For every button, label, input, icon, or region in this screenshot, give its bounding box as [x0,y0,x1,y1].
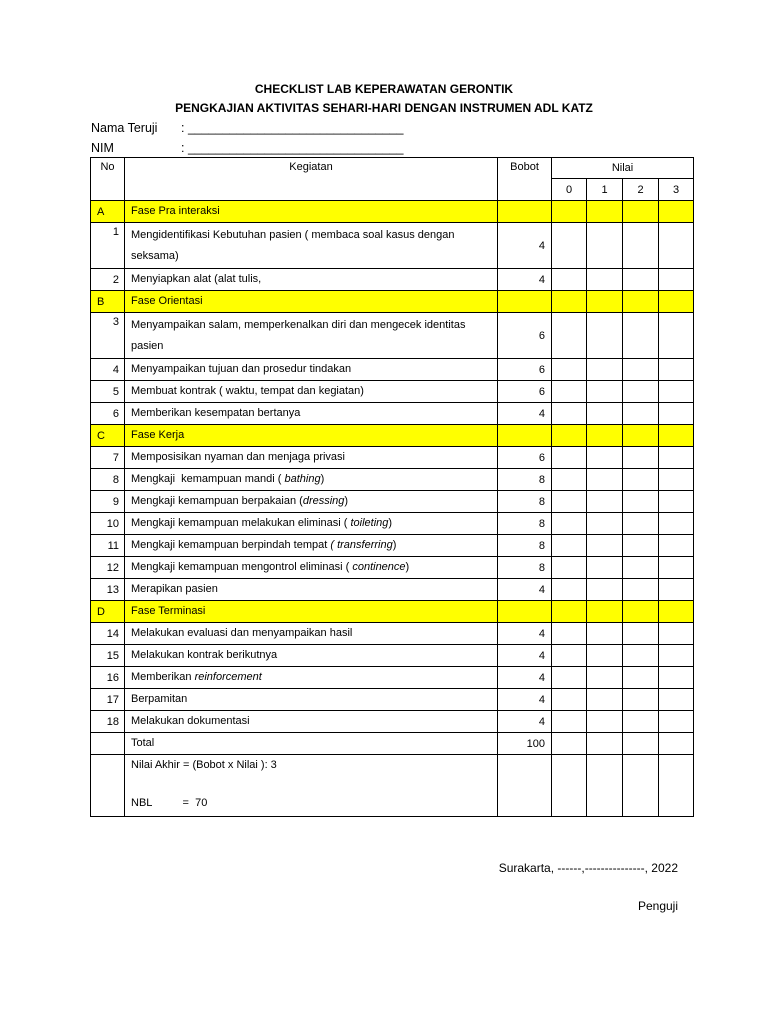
nilai-no-cell [91,755,125,817]
item-score-0[interactable] [552,711,587,733]
item-score-0[interactable] [552,223,587,269]
item-score-2[interactable] [623,269,659,291]
item-score-3[interactable] [659,381,694,403]
item-score-1[interactable] [587,535,623,557]
item-activity-italic: toileting [350,517,389,529]
item-activity [125,513,498,535]
nilai-score-cell[interactable] [659,755,694,817]
item-number: 18 [91,711,125,733]
item-bobot: 4 [498,689,552,711]
item-score-0[interactable] [552,645,587,667]
item-number: 15 [91,645,125,667]
item-bobot: 8 [498,469,552,491]
item-activity [125,667,498,689]
section-code: D [91,601,125,623]
item-score-1[interactable] [587,469,623,491]
total-score-cell [623,733,659,755]
section-score-cell [552,201,587,223]
item-score-0[interactable] [552,491,587,513]
total-score-cell [659,733,694,755]
nim-label: NIM [91,141,114,155]
item-activity-suffix: ) [344,495,349,507]
section-code: C [91,425,125,447]
item-number: 13 [91,579,125,601]
item-score-2[interactable] [623,513,659,535]
section-row [91,201,694,223]
item-bobot: 8 [498,491,552,513]
item-score-3[interactable] [659,513,694,535]
item-score-2[interactable] [623,469,659,491]
section-title: Fase Terminasi [125,601,498,623]
item-bobot: 6 [498,313,552,359]
section-score-cell [623,291,659,313]
item-number: 11 [91,535,125,557]
item-score-3[interactable] [659,313,694,359]
item-bobot: 4 [498,403,552,425]
item-score-3[interactable] [659,623,694,645]
item-score-1[interactable] [587,579,623,601]
item-score-3[interactable] [659,223,694,269]
item-score-3[interactable] [659,667,694,689]
item-score-3[interactable] [659,269,694,291]
nim-field [91,141,403,155]
header-kegiatan: Kegiatan [125,158,498,201]
item-score-2[interactable] [623,491,659,513]
section-score-cell [587,201,623,223]
item-number: 14 [91,623,125,645]
item-score-1[interactable] [587,491,623,513]
item-activity-text: Mengkaji kemampuan berpindah tempat [131,539,331,551]
item-score-0[interactable] [552,557,587,579]
header-no: No [91,158,125,201]
item-score-2[interactable] [623,403,659,425]
item-score-2[interactable] [623,557,659,579]
item-score-2[interactable] [623,579,659,601]
header-bobot: Bobot [498,158,552,201]
item-number: 12 [91,557,125,579]
nilai-bobot-cell [498,755,552,817]
item-activity: Mengidentifikasi Kebutuhan pasien ( membaca soal kasus dengan seksama) [125,223,498,269]
item-activity-suffix: ) [392,539,397,551]
item-activity-italic: reinforcement [194,671,262,683]
item-number: 5 [91,381,125,403]
section-score-cell [623,201,659,223]
item-score-0[interactable] [552,623,587,645]
item-activity: Memposisikan nyaman dan menjaga privasi [125,447,498,469]
item-score-1[interactable] [587,623,623,645]
item-score-3[interactable] [659,447,694,469]
score-header-2: 2 [623,179,659,201]
item-score-3[interactable] [659,711,694,733]
section-bobot-cell [498,601,552,623]
section-bobot-cell [498,291,552,313]
section-code: B [91,291,125,313]
item-score-3[interactable] [659,491,694,513]
item-number: 4 [91,359,125,381]
item-number: 1 [91,223,125,269]
item-number: 8 [91,469,125,491]
table-row [91,359,694,381]
item-score-2[interactable] [623,667,659,689]
item-number: 7 [91,447,125,469]
section-row [91,601,694,623]
item-score-2[interactable] [623,623,659,645]
item-bobot: 4 [498,645,552,667]
item-activity-text: Mengkaji kemampuan berpakaian ( [131,495,303,507]
section-bobot-cell [498,201,552,223]
document-title: CHECKLIST LAB KEPERAWATAN GERONTIK [254,82,514,96]
item-score-2[interactable] [623,359,659,381]
nim-blank: : _______________________________ [181,141,404,155]
item-activity: Melakukan kontrak berikutnya [125,645,498,667]
total-label: Total [125,733,498,755]
checklist-table [90,157,694,817]
table-header-row [91,158,694,179]
item-activity: Menyiapkan alat (alat tulis, [125,269,498,291]
item-bobot: 4 [498,223,552,269]
item-activity-italic: ( transferring [330,539,393,551]
section-score-cell [623,601,659,623]
item-activity-suffix: ) [388,517,393,529]
section-score-cell [659,601,694,623]
nbl-value: NBL = 70 [131,797,208,809]
item-number: 9 [91,491,125,513]
item-score-1[interactable] [587,513,623,535]
item-score-2[interactable] [623,689,659,711]
section-title: Fase Orientasi [125,291,498,313]
item-score-3[interactable] [659,645,694,667]
item-activity-text: Mengkaji kemampuan melakukan eliminasi ( [131,517,351,529]
total-score-cell [552,733,587,755]
item-score-1[interactable] [587,447,623,469]
item-activity: Berpamitan [125,689,498,711]
section-score-cell [659,201,694,223]
item-score-3[interactable] [659,535,694,557]
item-activity [125,557,498,579]
item-score-0[interactable] [552,579,587,601]
item-score-0[interactable] [552,269,587,291]
item-score-2[interactable] [623,313,659,359]
table-row [91,313,694,359]
item-score-1[interactable] [587,711,623,733]
section-score-cell [552,425,587,447]
item-score-2[interactable] [623,447,659,469]
section-score-cell [623,425,659,447]
item-activity: Merapikan pasien [125,579,498,601]
item-score-1[interactable] [587,313,623,359]
item-activity: Memberikan kesempatan bertanya [125,403,498,425]
item-score-0[interactable] [552,313,587,359]
document-subtitle: PENGKAJIAN AKTIVITAS SEHARI-HARI DENGAN INSTRUMEN ADL KATZ [175,101,593,115]
section-row [91,291,694,313]
total-score-cell [587,733,623,755]
section-title: Fase Kerja [125,425,498,447]
item-score-0[interactable] [552,381,587,403]
score-header-1: 1 [587,179,623,201]
item-bobot: 4 [498,667,552,689]
total-no-cell [91,733,125,755]
nama-teruji-field [91,121,403,135]
item-bobot: 4 [498,269,552,291]
table-row [91,689,694,711]
item-number: 17 [91,689,125,711]
section-score-cell [587,425,623,447]
item-bobot: 6 [498,359,552,381]
item-score-2[interactable] [623,711,659,733]
item-activity-text: Mengkaji kemampuan mengontrol eliminasi ( [131,561,353,573]
item-score-1[interactable] [587,269,623,291]
item-number: 10 [91,513,125,535]
item-activity-suffix: ) [320,473,325,485]
section-score-cell [659,291,694,313]
nilai-score-cell[interactable] [587,755,623,817]
item-activity [125,535,498,557]
section-row [91,425,694,447]
item-score-1[interactable] [587,667,623,689]
table-row [91,711,694,733]
item-bobot: 8 [498,557,552,579]
table-row [91,579,694,601]
item-score-0[interactable] [552,403,587,425]
item-activity-suffix: ) [405,561,410,573]
table-row [91,557,694,579]
total-row [91,733,694,755]
item-bobot: 4 [498,579,552,601]
score-header-3: 3 [659,179,694,201]
item-score-1[interactable] [587,223,623,269]
section-score-cell [552,291,587,313]
item-score-3[interactable] [659,469,694,491]
item-activity: Membuat kontrak ( waktu, tempat dan kegiatan) [125,381,498,403]
item-score-3[interactable] [659,689,694,711]
nilai-akhir-formula: Nilai Akhir = (Bobot x Nilai ): 3 [131,759,277,771]
item-bobot: 4 [498,623,552,645]
place-date: Surakarta, ------,---------------, 2022 [498,861,678,875]
item-activity: Melakukan dokumentasi [125,711,498,733]
item-activity [125,469,498,491]
item-activity-italic: bathing [284,473,321,485]
item-number: 2 [91,269,125,291]
nilai-score-cell[interactable] [552,755,587,817]
item-score-0[interactable] [552,359,587,381]
nilai-akhir-cell [125,755,498,817]
table-row [91,269,694,291]
item-score-2[interactable] [623,645,659,667]
table-row [91,381,694,403]
section-score-cell [552,601,587,623]
item-activity-text: Memberikan [131,671,195,683]
item-score-1[interactable] [587,381,623,403]
item-bobot: 6 [498,381,552,403]
table-row [91,535,694,557]
item-score-0[interactable] [552,469,587,491]
section-score-cell [587,291,623,313]
item-score-2[interactable] [623,381,659,403]
item-number: 16 [91,667,125,689]
section-score-cell [659,425,694,447]
item-activity: Menyampaikan tujuan dan prosedur tindakan [125,359,498,381]
nilai-akhir-row [91,755,694,817]
item-activity: Melakukan evaluasi dan menyampaikan hasil [125,623,498,645]
item-score-2[interactable] [623,223,659,269]
item-activity: Menyampaikan salam, memperkenalkan diri dan mengecek identitas pasien [125,313,498,359]
item-score-1[interactable] [587,689,623,711]
section-title: Fase Pra interaksi [125,201,498,223]
item-score-0[interactable] [552,689,587,711]
section-score-cell [587,601,623,623]
item-activity-italic: continence [352,561,406,573]
section-code: A [91,201,125,223]
item-score-0[interactable] [552,667,587,689]
item-activity-italic: dressing [302,495,345,507]
item-score-2[interactable] [623,535,659,557]
item-score-0[interactable] [552,447,587,469]
table-row [91,491,694,513]
item-bobot: 8 [498,513,552,535]
nilai-score-cell[interactable] [623,755,659,817]
nama-teruji-label: Nama Teruji [91,121,158,135]
item-score-3[interactable] [659,557,694,579]
section-bobot-cell [498,425,552,447]
table-row [91,469,694,491]
nama-teruji-blank: : _______________________________ [181,121,404,135]
item-bobot: 4 [498,711,552,733]
total-value: 100 [498,733,552,755]
item-score-1[interactable] [587,645,623,667]
table-row [91,667,694,689]
item-score-0[interactable] [552,535,587,557]
table-row [91,513,694,535]
table-row [91,223,694,269]
item-number: 3 [91,313,125,359]
item-activity [125,491,498,513]
score-header-0: 0 [552,179,587,201]
item-score-1[interactable] [587,403,623,425]
item-bobot: 8 [498,535,552,557]
item-score-3[interactable] [659,359,694,381]
item-score-1[interactable] [587,557,623,579]
item-score-0[interactable] [552,513,587,535]
penguji-label: Penguji [637,899,678,913]
item-score-3[interactable] [659,403,694,425]
item-bobot: 6 [498,447,552,469]
table-row [91,623,694,645]
item-number: 6 [91,403,125,425]
item-score-1[interactable] [587,359,623,381]
item-score-3[interactable] [659,579,694,601]
header-nilai: Nilai [552,158,694,179]
table-row [91,403,694,425]
table-row [91,447,694,469]
table-row [91,645,694,667]
item-activity-text: Mengkaji kemampuan mandi ( [131,473,285,485]
